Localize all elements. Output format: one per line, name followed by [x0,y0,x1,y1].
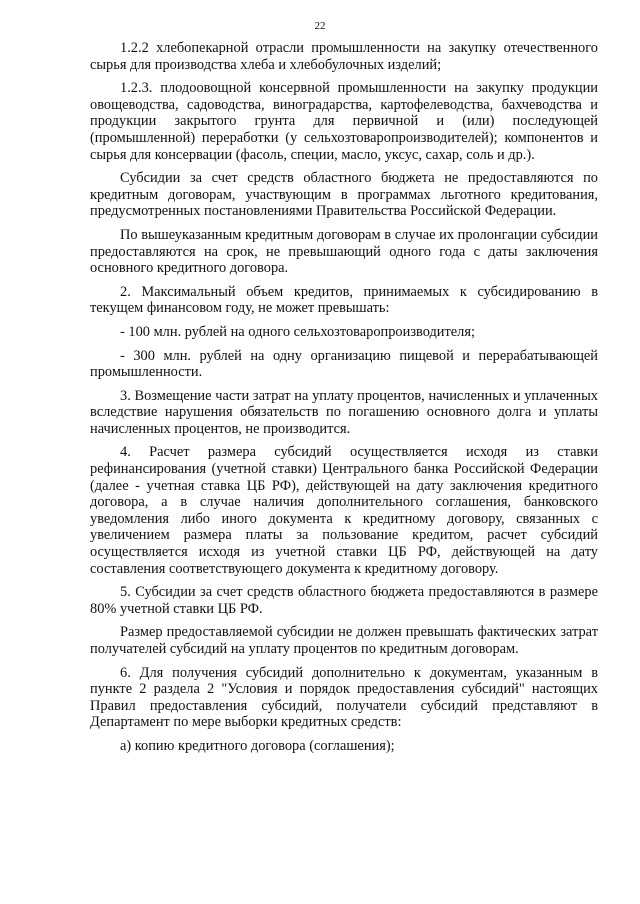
paragraph-2-max-volume: 2. Максимальный объем кредитов, принимаемых к субсидированию в текущем финансовом году, не может превышать: [90,283,598,317]
paragraph-4-calculation: 4. Расчет размера субсидий осуществляется исходя из ставки рефинансирования (учетной ставки) Центрального банка Российской Федерации (далее - учетная ставка ЦБ РФ), действующей на дату заключения кредитного договора, а в случае наличия дополнительного соглашения, банковского уведомления либо иного документа к кредитному договору, связанных с увеличением размера платы за пользование кредитом, расчет субсидий осуществляется исходя из учетной ставки ЦБ РФ, действующей на дату составления соответствующего документа к кредитному договору. [90,444,598,577]
paragraph-3-reimbursement: 3. Возмещение части затрат на уплату процентов, начисленных и уплаченных вследствие нарушения обязательств по погашению основного долга и уплаты начисленных процентов, не производится. [90,387,598,437]
page-number: 22 [314,20,326,32]
paragraph-prolongation: По вышеуказанным кредитным договорам в случае их пролонгации субсидии предоставляются на срок, не превышающий одного года с даты заключения основного кредитного договора. [90,226,598,277]
paragraph-1-2-3: 1.2.3. плодоовощной консервной промышленности на закупку продукции овощеводства, садоводства, виноградарства, картофелеводства, бахчеводства и продукции закрытого грунта для первичной и (или) последующей (промышленной) переработки (у сельхозтоваропроизводителей); компонентов и сырья для консервации (фасоль, специи, масло, уксус, сахар, соль и др.). [90,80,598,163]
paragraph-5-rate: 5. Субсидии за счет средств областного бюджета предоставляются в размере 80% учетной ставки ЦБ РФ. [90,584,598,617]
list-item-300-mln: - 300 млн. рублей на одну организацию пищевой и перерабатывающей промышленности. [90,347,598,381]
document-body [90,40,598,762]
paragraph-6-documents: 6. Для получения субсидий дополнительно к документам, указанным в пункте 2 раздела 2 "Условия и порядок предоставления субсидий" настоящих Правил предоставления субсидий, получатели субсидий представляют в Департамент по мере выборки кредитных средств: [90,664,598,731]
paragraph-1-2-2: 1.2.2 хлебопекарной отрасли промышленности на закупку отечественного сырья для производства хлеба и хлебобулочных изделий; [90,40,598,73]
list-item-a-copy: а) копию кредитного договора (соглашения); [120,737,395,754]
list-item-100-mln: - 100 млн. рублей на одного сельхозтоваропроизводителя; [120,323,475,340]
paragraph-subsidy-limit: Размер предоставляемой субсидии не должен превышать фактических затрат получателей субсидий на уплату процентов по кредитным договорам. [90,624,598,657]
paragraph-subsidy-exclusion: Субсидии за счет средств областного бюджета не предоставляются по кредитным договорам, участвующим в программах льготного кредитования, предусмотренных постановлениями Правительства Российской Федерации. [90,170,598,220]
